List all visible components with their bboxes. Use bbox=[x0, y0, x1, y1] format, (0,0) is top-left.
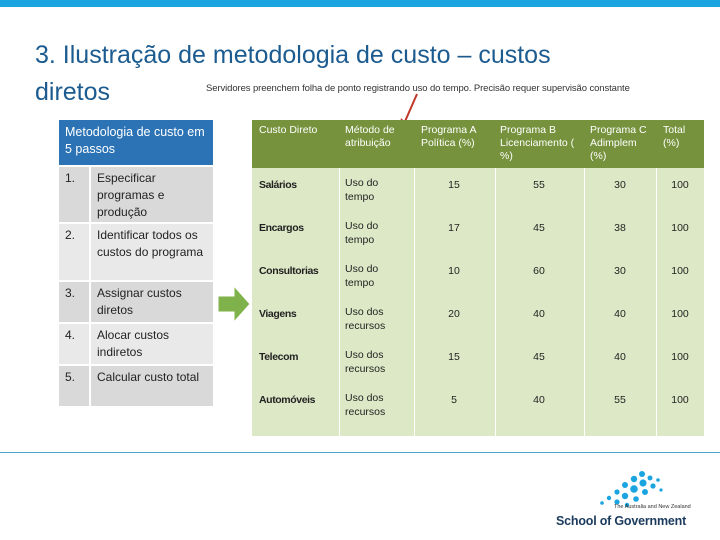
steps-table bbox=[59, 120, 213, 406]
program-a-cell: 20 bbox=[448, 308, 460, 320]
step-number: 2. bbox=[59, 224, 89, 280]
step-text: Alocar custos indiretos bbox=[91, 324, 213, 364]
method-cell: Uso dos recursos bbox=[345, 392, 386, 418]
direct-cost-cell: Viagens bbox=[259, 308, 297, 320]
method-cell: Uso dos recursos bbox=[345, 349, 386, 375]
step-text: Especificar programas e produção bbox=[91, 167, 213, 222]
title-line-1: 3. Ilustração de metodologia de custo – custos bbox=[35, 41, 551, 69]
program-b-cell: 45 bbox=[533, 222, 545, 234]
method-cell: Uso dos recursos bbox=[345, 306, 386, 332]
program-c-cell: 30 bbox=[614, 265, 626, 277]
total-cell: 100 bbox=[671, 394, 689, 406]
column-divider bbox=[584, 168, 585, 436]
step-number: 5. bbox=[59, 366, 89, 406]
step-number: 3. bbox=[59, 282, 89, 322]
total-cell: 100 bbox=[671, 265, 689, 277]
col-header-method: Método de atribuição bbox=[345, 124, 395, 149]
program-a-cell: 10 bbox=[448, 265, 460, 277]
column-divider bbox=[414, 168, 415, 436]
step-row bbox=[59, 324, 213, 364]
step-text: Identificar todos os custos do programa bbox=[91, 224, 213, 280]
col-header-program-c: Programa C Adimplem (%) bbox=[590, 124, 647, 162]
program-b-cell: 55 bbox=[533, 179, 545, 191]
col-header-program-b: Programa B Licenciamento ( %) bbox=[500, 124, 575, 162]
program-a-cell: 5 bbox=[451, 394, 457, 406]
direct-cost-cell: Telecom bbox=[259, 351, 299, 363]
cost-table bbox=[252, 120, 704, 436]
direct-cost-cell: Automóveis bbox=[259, 394, 316, 406]
program-b-cell: 45 bbox=[533, 351, 545, 363]
column-divider bbox=[656, 168, 657, 436]
program-c-cell: 30 bbox=[614, 179, 626, 191]
col-header-total: Total (%) bbox=[663, 124, 686, 149]
step-row bbox=[59, 282, 213, 322]
column-divider bbox=[495, 168, 496, 436]
col-header-direct-cost: Custo Direto bbox=[259, 124, 318, 136]
program-b-cell: 40 bbox=[533, 394, 545, 406]
step-text: Calcular custo total bbox=[91, 366, 213, 406]
total-cell: 100 bbox=[671, 351, 689, 363]
step-number: 1. bbox=[59, 167, 89, 222]
direct-cost-cell: Salários bbox=[259, 179, 297, 191]
top-accent-bar bbox=[0, 0, 720, 7]
column-divider bbox=[339, 168, 340, 436]
direct-cost-cell: Consultorias bbox=[259, 265, 319, 277]
step-row bbox=[59, 167, 213, 222]
footer-divider bbox=[0, 452, 720, 453]
program-b-cell: 60 bbox=[533, 265, 545, 277]
direct-cost-cell: Encargos bbox=[259, 222, 304, 234]
total-cell: 100 bbox=[671, 222, 689, 234]
program-c-cell: 40 bbox=[614, 351, 626, 363]
program-c-cell: 55 bbox=[614, 394, 626, 406]
program-c-cell: 40 bbox=[614, 308, 626, 320]
method-cell: Uso do tempo bbox=[345, 220, 379, 246]
annotation-note: Servidores preenchem folha de ponto registrando uso do tempo. Precisão requer supervisão constante bbox=[206, 83, 630, 94]
program-a-cell: 17 bbox=[448, 222, 460, 234]
program-b-cell: 40 bbox=[533, 308, 545, 320]
program-a-cell: 15 bbox=[448, 351, 460, 363]
method-cell: Uso do tempo bbox=[345, 263, 379, 289]
logo-subtitle: The Australia and New Zealand bbox=[614, 504, 691, 510]
col-header-program-a: Programa A Política (%) bbox=[421, 124, 476, 149]
step-text: Assignar custos diretos bbox=[91, 282, 213, 322]
program-c-cell: 38 bbox=[614, 222, 626, 234]
logo-title: School of Government bbox=[556, 514, 687, 528]
step-row bbox=[59, 366, 213, 406]
program-a-cell: 15 bbox=[448, 179, 460, 191]
green-right-arrow-icon bbox=[218, 284, 252, 324]
total-cell: 100 bbox=[671, 308, 689, 320]
steps-header: Metodologia de custo em 5 passos bbox=[59, 120, 213, 165]
total-cell: 100 bbox=[671, 179, 689, 191]
cost-table-header bbox=[252, 120, 704, 168]
title-line-2: diretos bbox=[35, 78, 111, 106]
step-row bbox=[59, 224, 213, 280]
method-cell: Uso do tempo bbox=[345, 177, 379, 203]
step-number: 4. bbox=[59, 324, 89, 364]
